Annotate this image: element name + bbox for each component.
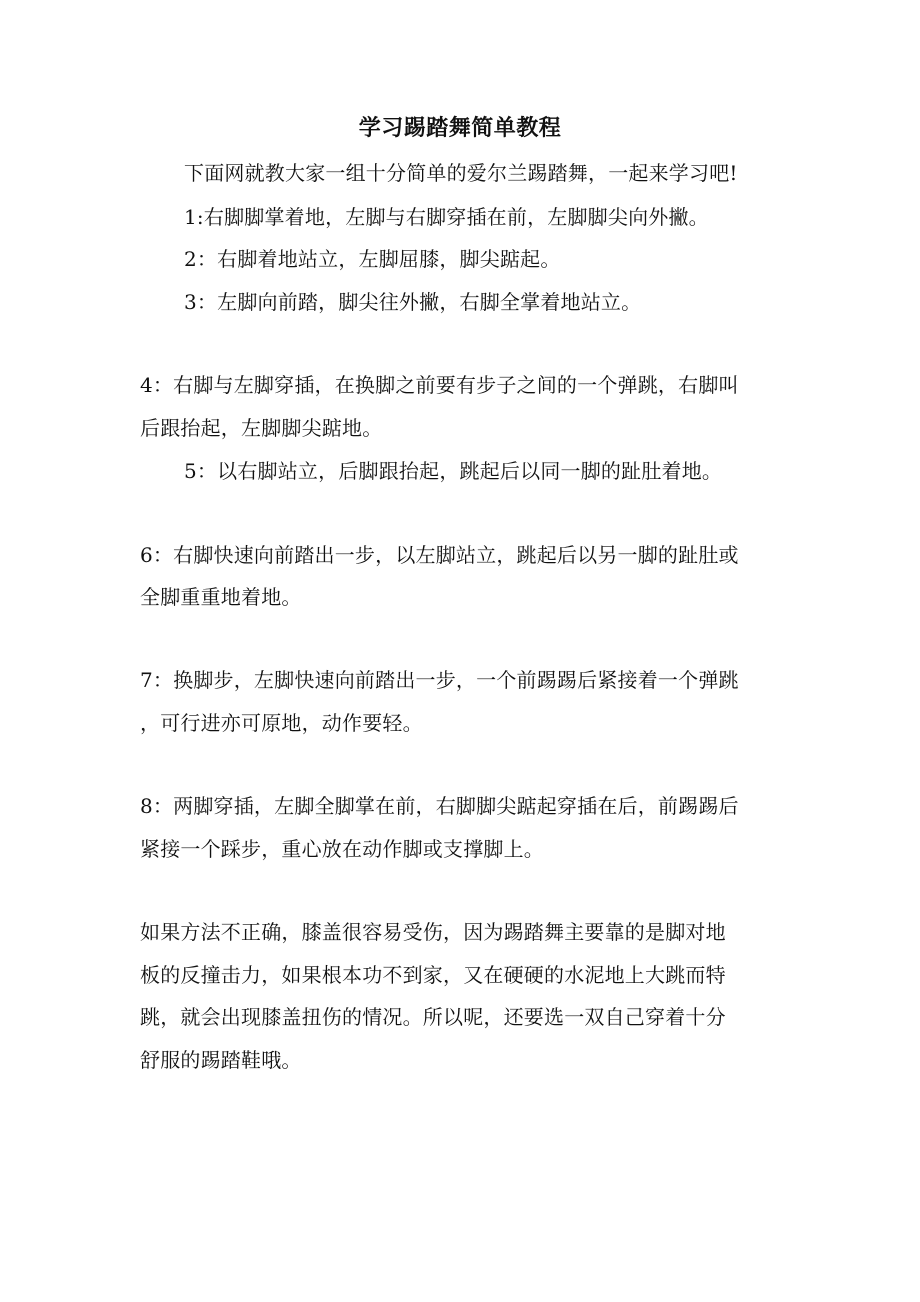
step-8-line-2: 紧接一个踩步，重心放在动作脚或支撑脚上。	[140, 837, 544, 861]
step-2-line-1: 2：右脚着地站立，左脚屈膝，脚尖踮起。	[184, 247, 561, 271]
step-6-line-2: 全脚重重地着地。	[140, 585, 302, 609]
step-4-line-2: 后跟抬起，左脚脚尖踮地。	[140, 416, 383, 440]
document-title: 学习踢踏舞简单教程	[358, 115, 562, 141]
step-5-line-1: 5：以右脚站立，后脚跟抬起，跳起后以同一脚的趾肚着地。	[184, 459, 723, 483]
step-3-line-1: 3：左脚向前踏，脚尖往外撇，右脚全掌着地站立。	[184, 290, 642, 314]
step-6-line-1: 6：右脚快速向前踏出一步，以左脚站立，跳起后以另一脚的趾肚或	[140, 543, 739, 567]
intro-paragraph: 下面网就教大家一组十分简单的爱尔兰踢踏舞，一起来学习吧!	[184, 161, 738, 185]
conclusion-line-4: 舒服的踢踏鞋哦。	[140, 1048, 302, 1072]
conclusion-line-1: 如果方法不正确，膝盖很容易受伤，因为踢踏舞主要靠的是脚对地	[140, 920, 726, 944]
step-7-line-1: 7：换脚步，左脚快速向前踏出一步，一个前踢踢后紧接着一个弹跳	[140, 668, 739, 692]
step-7-line-2: ，可行进亦可原地，动作要轻。	[140, 711, 423, 735]
step-1-line-1: 1:右脚脚掌着地，左脚与右脚穿插在前，左脚脚尖向外撇。	[184, 205, 709, 229]
conclusion-line-3: 跳，就会出现膝盖扭伤的情况。所以呢，还要选一双自己穿着十分	[140, 1005, 726, 1029]
conclusion-line-2: 板的反撞击力，如果根本功不到家，又在硬硬的水泥地上大跳而特	[140, 963, 726, 987]
step-8-line-1: 8：两脚穿插，左脚全脚掌在前，右脚脚尖踮起穿插在后，前踢踢后	[140, 794, 739, 818]
step-4-line-1: 4：右脚与左脚穿插，在换脚之前要有步子之间的一个弹跳，右脚叫	[140, 373, 739, 397]
